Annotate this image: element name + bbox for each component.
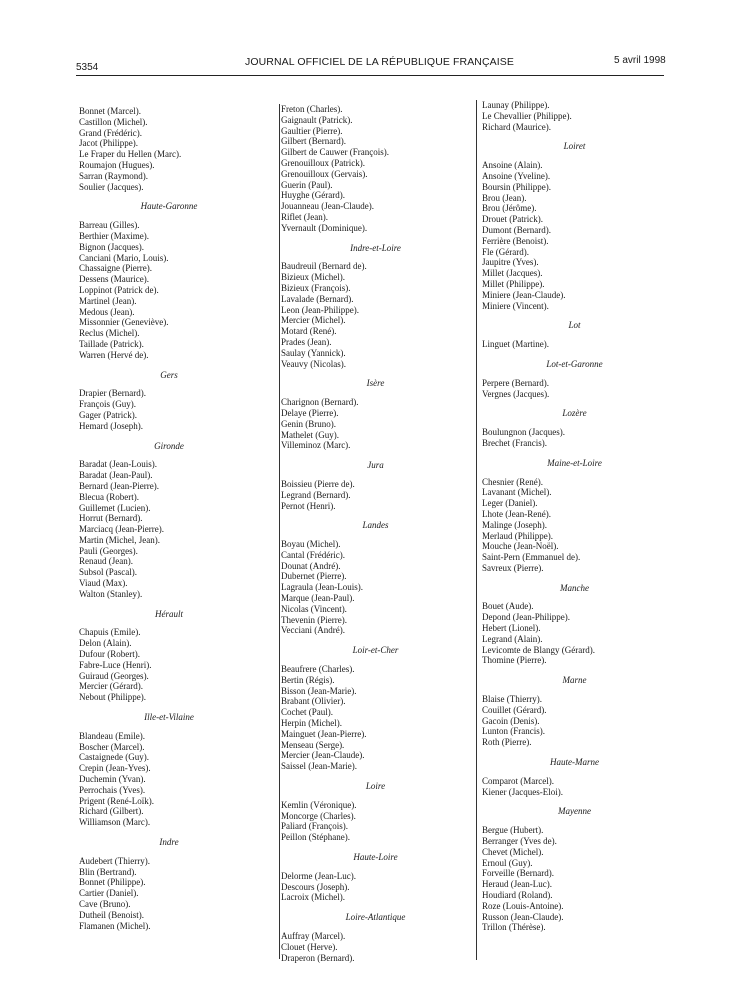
person-name: Russon (Jean-Claude). <box>482 911 564 922</box>
department-heading: Loiret <box>563 141 586 152</box>
department-heading: Jura <box>367 460 384 471</box>
person-name: Dufour (Robert). <box>79 649 140 660</box>
person-name: Bertin (Régis). <box>281 674 335 685</box>
person-name: Dutheil (Benoist). <box>79 909 144 920</box>
department-section <box>79 609 259 703</box>
person-name: Fle (Gérard). <box>482 246 529 257</box>
department-heading: Gers <box>160 369 178 380</box>
person-name: Lacroix (Michel). <box>281 892 345 903</box>
person-name: Leon (Jean-Philippe). <box>281 304 359 315</box>
person-name: Malinge (Joseph). <box>482 519 547 530</box>
person-name: Beaufrere (Charles). <box>281 664 355 675</box>
person-name: Lunton (Francis). <box>482 726 545 737</box>
department-section <box>281 460 470 511</box>
person-name: Castaignede (Guy). <box>79 752 149 763</box>
department-section <box>79 837 259 931</box>
column-1 <box>79 106 259 931</box>
person-name: Le Chevallier (Philippe). <box>482 110 572 121</box>
person-name: Launay (Philippe). <box>482 100 550 110</box>
department-heading: Lot-et-Garonne <box>546 358 603 369</box>
department-heading: Loire-Atlantique <box>345 912 406 923</box>
person-name: Sarran (Raymond). <box>79 170 148 181</box>
person-name: Kiener (Jacques-Eloi). <box>482 786 563 797</box>
person-name: Berthier (Maxime). <box>79 230 149 241</box>
department-heading: Gironde <box>154 440 184 451</box>
person-name: Grenouilloux (Patrick). <box>281 157 365 168</box>
person-name: Nicolas (Vincent). <box>281 603 347 614</box>
person-name: Missonnier (Geneviève). <box>79 317 169 328</box>
journal-title: JOURNAL OFFICIEL DE LA RÉPUBLIQUE FRANÇAISE <box>245 56 514 68</box>
person-name: Bernard (Jean-Pierre). <box>79 480 159 491</box>
department-section <box>79 441 259 600</box>
department-section <box>482 408 667 448</box>
person-name: Drouet (Patrick). <box>482 214 543 225</box>
person-name: Brechet (Francis). <box>482 437 547 448</box>
person-name: Blaise (Thierry). <box>482 694 542 705</box>
column-3 <box>476 100 667 960</box>
department-section <box>281 645 470 772</box>
person-name: Clouet (Herve). <box>281 941 338 952</box>
department-section <box>79 201 259 360</box>
person-name: Vecciani (André). <box>281 625 345 636</box>
person-name: Millet (Philippe). <box>482 278 545 289</box>
person-name: Miniere (Vincent). <box>482 300 549 311</box>
department-heading: Loire <box>365 781 386 792</box>
department-section <box>482 757 667 797</box>
person-name: Bonnet (Philippe). <box>79 877 146 888</box>
person-name: Chassaigne (Pierre). <box>79 263 152 274</box>
department-section <box>281 378 470 451</box>
person-name: Motard (René). <box>281 326 337 337</box>
department-section <box>482 141 667 311</box>
person-name: Gager (Patrick). <box>79 409 137 420</box>
person-name: Boursin (Philippe). <box>482 181 551 192</box>
person-name: Loppinot (Patrick de). <box>79 284 159 295</box>
person-name: Roumajon (Hugues). <box>79 159 155 170</box>
person-name: Savreux (Pierre). <box>482 562 544 573</box>
person-name: Lhote (Jean-René). <box>482 508 551 519</box>
person-name: Mercier (Gérard). <box>79 681 143 692</box>
person-name: Williamson (Marc). <box>79 817 151 828</box>
person-name: Millet (Jacques). <box>482 268 543 279</box>
person-name: Le Fraper du Hellen (Marc). <box>79 149 182 160</box>
person-name: Brou (Jérôme). <box>482 203 537 214</box>
person-name: Flamanen (Michel). <box>79 920 151 931</box>
person-name: Linguet (Martine). <box>482 339 549 350</box>
person-name: Drapier (Bernard). <box>79 388 146 399</box>
person-name: Pauli (Georges). <box>79 545 138 556</box>
person-name: Villeminoz (Marc). <box>281 440 351 451</box>
person-name: Delorme (Jean-Luc). <box>281 870 356 881</box>
person-name: Prigent (René-Loïk). <box>79 795 154 806</box>
department-heading: Mayenne <box>558 806 591 817</box>
person-name: Baradat (Jean-Paul). <box>79 470 153 481</box>
person-name: Gaultier (Pierre). <box>281 125 343 136</box>
person-name: Martin (Michel, Jean). <box>79 534 160 545</box>
person-name: Renaud (Jean). <box>79 556 133 567</box>
person-name: Richard (Maurice). <box>482 121 551 132</box>
department-heading: Manche <box>560 582 589 593</box>
person-name: Baradat (Jean-Louis). <box>79 459 157 470</box>
department-section <box>482 583 667 667</box>
person-name: Houdiard (Roland). <box>482 890 553 901</box>
person-name: Saulay (Yannick). <box>281 347 346 358</box>
person-name: Bignon (Jacques). <box>79 241 144 252</box>
person-name: Gaignault (Patrick). <box>281 114 353 125</box>
person-name: Levicomte de Blangy (Gérard). <box>482 644 595 655</box>
person-name: Riflet (Jean). <box>281 211 328 222</box>
person-name: Marciacq (Jean-Pierre). <box>79 524 164 535</box>
person-name: Auffray (Marcel). <box>281 931 346 941</box>
person-name: Pernot (Henri). <box>281 500 336 511</box>
person-name: Charignon (Bernard). <box>281 397 359 408</box>
person-name: Cantal (Frédéric). <box>281 549 345 560</box>
issue-date: 5 avril 1998 <box>614 55 666 66</box>
person-name: Saint-Pern (Emmanuel de). <box>482 552 581 563</box>
person-name: Blandeau (Emile). <box>79 730 145 741</box>
person-name: Dessens (Maurice). <box>79 274 149 285</box>
person-name: Jouanneau (Jean-Claude). <box>281 201 374 212</box>
department-heading: Haute-Marne <box>550 757 599 768</box>
person-name: Blecua (Robert). <box>79 491 139 502</box>
person-name: Fabre-Luce (Henri). <box>79 659 152 670</box>
department-heading: Hérault <box>155 608 183 619</box>
department-section <box>281 243 470 370</box>
department-section <box>281 781 470 843</box>
person-name: Baudreuil (Bernard de). <box>281 261 367 272</box>
department-heading: Maine-et-Loire <box>547 457 602 468</box>
person-name: Taillade (Patrick). <box>79 338 144 349</box>
person-name: Veauvy (Nicolas). <box>281 358 346 369</box>
department-heading: Lozère <box>562 408 587 419</box>
person-name: Bouet (Aude). <box>482 601 534 612</box>
person-name: Dumont (Bernard). <box>482 224 551 235</box>
department-heading: Lot <box>568 320 581 331</box>
person-name: Freton (Charles). <box>281 104 343 114</box>
department-heading: Ille-et-Vilaine <box>144 712 194 723</box>
person-name: Chapuis (Emile). <box>79 627 141 638</box>
person-name: Ansoine (Alain). <box>482 160 543 171</box>
person-name: Perpere (Bernard). <box>482 377 549 388</box>
department-heading: Marne <box>562 675 587 686</box>
department-heading: Indre <box>159 837 179 848</box>
person-name: Thevenin (Pierre). <box>281 614 347 625</box>
person-name: Guerin (Paul). <box>281 179 333 190</box>
person-name: Kemlin (Véronique). <box>281 799 357 810</box>
person-name: Bonnet (Marcel). <box>79 106 141 116</box>
person-name: Herpin (Michel). <box>281 718 342 729</box>
person-name: Roze (Louis-Antoine). <box>482 900 564 911</box>
person-name: Lagraula (Jean-Louis). <box>281 582 363 593</box>
person-name: Boyau (Michel). <box>281 539 341 550</box>
person-name: Jaupitre (Yves). <box>482 257 539 268</box>
department-section <box>281 520 470 636</box>
person-name: Mouche (Jean-Noël). <box>482 541 559 552</box>
person-name: Horrut (Bernard). <box>79 513 143 524</box>
person-name: Vergnes (Jacques). <box>482 388 550 399</box>
department-heading: Landes <box>362 520 389 531</box>
person-name: Lavalade (Bernard). <box>281 293 354 304</box>
person-name: Comparot (Marcel). <box>482 775 554 786</box>
person-name: Hemard (Joseph). <box>79 420 143 431</box>
person-name: Reclus (Michel). <box>79 328 140 339</box>
person-name: Mercier (Michel). <box>281 315 346 326</box>
person-name: Castillon (Michel). <box>79 116 148 127</box>
department-section <box>281 912 470 963</box>
person-name: Walton (Stanley). <box>79 588 143 599</box>
person-name: Delaye (Pierre). <box>281 407 339 418</box>
person-name: Draperon (Bernard). <box>281 952 355 963</box>
person-name: Perrochais (Yves). <box>79 784 146 795</box>
person-name: Forveille (Bernard). <box>482 868 554 879</box>
person-name: Dubernet (Pierre). <box>281 571 347 582</box>
person-name: Bisson (Jean-Marie). <box>281 685 357 696</box>
department-section <box>79 106 259 192</box>
person-name: Grand (Frédéric). <box>79 127 142 138</box>
person-name: Ernoul (Guy). <box>482 857 533 868</box>
person-name: Thomine (Pierre). <box>482 655 547 666</box>
department-section <box>281 104 470 234</box>
person-name: Chesnier (René). <box>482 476 543 487</box>
department-section <box>482 320 667 350</box>
page-header <box>0 0 731 80</box>
person-name: Merlaud (Philippe). <box>482 530 553 541</box>
person-name: Boissieu (Pierre de). <box>281 478 355 489</box>
person-name: Lavanant (Michel). <box>482 487 552 498</box>
person-name: Depond (Jean-Philippe). <box>482 612 570 623</box>
person-name: Jacot (Philippe). <box>79 138 138 149</box>
person-name: Duchemin (Yvan). <box>79 774 146 785</box>
person-name: Legrand (Bernard). <box>281 489 351 500</box>
person-name: Trillon (Thérèse). <box>482 922 546 933</box>
person-name: Boulungnon (Jacques). <box>482 427 565 438</box>
person-name: Gacoin (Denis). <box>482 715 540 726</box>
person-name: Peillon (Stéphane). <box>281 832 350 843</box>
person-name: Blin (Bertrand). <box>79 866 137 877</box>
column-2 <box>279 104 470 963</box>
person-name: Martinel (Jean). <box>79 295 137 306</box>
person-name: Gilbert de Cauwer (François). <box>281 147 389 158</box>
person-name: Cochet (Paul). <box>281 707 333 718</box>
person-name: François (Guy). <box>79 399 136 410</box>
department-heading: Haute-Garonne <box>140 201 198 212</box>
person-name: Mercier (Jean-Claude). <box>281 750 365 761</box>
person-name: Couillet (Gérard). <box>482 704 547 715</box>
person-name: Bizieux (François). <box>281 282 351 293</box>
person-name: Genin (Bruno). <box>281 418 336 429</box>
person-name: Bizieux (Michel). <box>281 272 345 283</box>
person-name: Mainguet (Jean-Pierre). <box>281 728 367 739</box>
person-name: Paliard (François). <box>281 821 348 832</box>
person-name: Warren (Hervé de). <box>79 349 149 360</box>
department-heading: Isère <box>366 378 385 389</box>
person-name: Soulier (Jacques). <box>79 181 144 192</box>
person-name: Brabant (Olivier). <box>281 696 346 707</box>
department-section <box>482 100 667 132</box>
department-section <box>482 458 667 574</box>
department-section <box>79 370 259 432</box>
person-name: Cave (Bruno). <box>79 899 131 909</box>
person-name: Richard (Gilbert). <box>79 806 144 817</box>
header-rule <box>76 75 664 76</box>
department-heading: Loir-et-Cher <box>352 645 399 656</box>
person-name: Ansoine (Yveline). <box>482 170 551 181</box>
person-name: Subsol (Pascal). <box>79 567 137 578</box>
person-name: Grenouilloux (Gervais). <box>281 168 368 179</box>
person-name: Guillemet (Lucien). <box>79 502 151 513</box>
person-name: Audebert (Thierry). <box>79 855 150 866</box>
person-name: Hebert (Lionel). <box>482 623 541 634</box>
department-section <box>482 806 667 933</box>
person-name: Heraud (Jean-Luc). <box>482 879 552 890</box>
person-name: Huyghe (Gérard). <box>281 190 345 201</box>
person-name: Canciani (Mario, Louis). <box>79 252 169 263</box>
person-name: Nebout (Philippe). <box>79 692 146 703</box>
person-name: Moncorge (Charles). <box>281 810 356 821</box>
person-name: Crepin (Jean-Yves). <box>79 763 151 774</box>
person-name: Leger (Daniel). <box>482 498 538 509</box>
person-name: Delon (Alain). <box>79 638 132 649</box>
person-name: Boscher (Marcel). <box>79 741 145 752</box>
person-name: Yvernault (Dominique). <box>281 222 368 233</box>
person-name: Ferrière (Benoist). <box>482 235 549 246</box>
person-name: Menseau (Serge). <box>281 739 345 750</box>
person-name: Chevet (Michel). <box>482 846 544 857</box>
person-name: Dounat (André). <box>281 560 341 571</box>
person-name: Viaud (Max). <box>79 578 128 589</box>
person-name: Guiraud (Georges). <box>79 670 149 681</box>
department-section <box>79 712 259 828</box>
page-number: 5354 <box>76 62 99 73</box>
person-name: Brou (Jean). <box>482 192 527 203</box>
department-section <box>482 359 667 399</box>
department-heading: Indre-et-Loire <box>350 242 401 253</box>
person-name: Miniere (Jean-Claude). <box>482 289 566 300</box>
person-name: Mathelet (Guy). <box>281 429 339 440</box>
person-name: Saissel (Jean-Marie). <box>281 761 357 772</box>
person-name: Bergue (Hubert). <box>482 825 544 836</box>
person-name: Medous (Jean). <box>79 306 135 317</box>
department-section <box>281 852 470 903</box>
person-name: Prades (Jean). <box>281 336 332 347</box>
department-heading: Haute-Loire <box>353 852 398 863</box>
person-name: Berranger (Yves de). <box>482 836 557 847</box>
person-name: Cartier (Daniel). <box>79 888 139 899</box>
department-section <box>482 675 667 748</box>
person-name: Descours (Joseph). <box>281 881 350 892</box>
person-name: Marque (Jean-Paul). <box>281 593 355 604</box>
person-name: Barreau (Gilles). <box>79 220 140 231</box>
person-name: Legrand (Alain). <box>482 633 543 644</box>
person-name: Gilbert (Bernard). <box>281 136 346 147</box>
person-name: Roth (Pierre). <box>482 737 532 748</box>
